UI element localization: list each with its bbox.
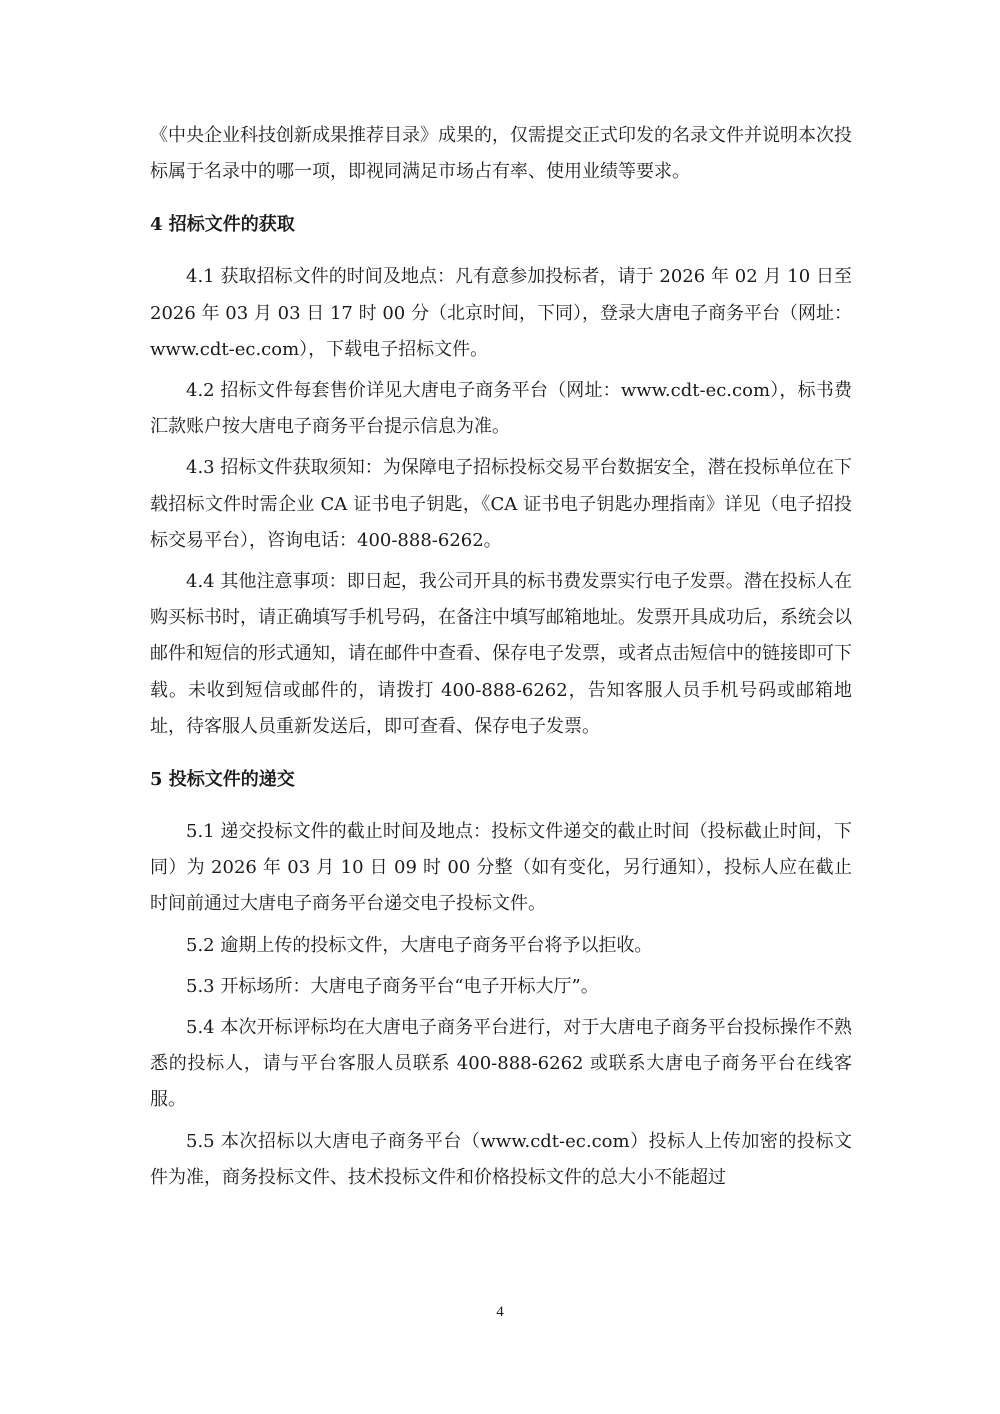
paragraph-5-1: 5.1 递交投标文件的截止时间及地点：投标文件递交的截止时间（投标截止时间，下同）为 2026 年 03 月 10 日 09 时 00 分整（如有变化，另行通知），投标人应在截止时间前通过大唐电子商务平台递交电子投标文件。 (150, 821, 852, 915)
document-body (150, 118, 852, 1201)
paragraph-5-4: 5.4 本次开标评标均在大唐电子商务平台进行，对于大唐电子商务平台投标操作不熟悉的投标人，请与平台客服人员联系 400-888-6262 或联系大唐电子商务平台在线客服。 (150, 1017, 852, 1111)
paragraph-5-5: 5.5 本次招标以大唐电子商务平台（www.cdt-ec.com）投标人上传加密的投标文件为准，商务投标文件、技术投标文件和价格投标文件的总大小不能超过 (150, 1130, 852, 1188)
section-5-heading: 5 投标文件的递交 (150, 769, 295, 791)
paragraph-5-3: 5.3 开标场所：大唐电子商务平台“电子开标大厅”。 (186, 975, 599, 997)
section-4-heading: 4 招标文件的获取 (150, 214, 295, 236)
paragraph-4-3: 4.3 招标文件获取须知：为保障电子招标投标交易平台数据安全，潜在投标单位在下载招标文件时需企业 CA 证书电子钥匙，《CA 证书电子钥匙办理指南》详见（电子招投标交易平台），咨询电话：400-888-6262。 (150, 457, 852, 551)
paragraph-4-4: 4.4 其他注意事项：即日起，我公司开具的标书费发票实行电子发票。潜在投标人在购买标书时，请正确填写手机号码，在备注中填写邮箱地址。发票开具成功后，系统会以邮件和短信的形式通知，请在邮件中查看、保存电子发票，或者点击短信中的链接即可下载。未收到短信或邮件的，请拨打 400-888-6262，告知客服人员手机号码或邮箱地址，待客服人员重新发送后，即可查看、保存电子发票。 (150, 571, 852, 737)
page-number: 4 (496, 1304, 504, 1320)
paragraph-5-2: 5.2 逾期上传的投标文件，大唐电子商务平台将予以拒收。 (186, 934, 653, 956)
intro-paragraph: 《中央企业科技创新成果推荐目录》成果的，仅需提交正式印发的名录文件并说明本次投标属于名录中的哪一项，即视同满足市场占有率、使用业绩等要求。 (150, 125, 852, 183)
paragraph-4-1: 4.1 获取招标文件的时间及地点：凡有意参加投标者，请于 2026 年 02 月 10 日至 2026 年 03 月 03 日 17 时 00 分（北京时间，下同），登录大唐电子商务平台（网址：www.cdt-ec.com），下载电子招标文件。 (150, 266, 852, 360)
paragraph-4-2: 4.2 招标文件每套售价详见大唐电子商务平台（网址：www.cdt-ec.com），标书费汇款账户按大唐电子商务平台提示信息为准。 (150, 380, 852, 438)
